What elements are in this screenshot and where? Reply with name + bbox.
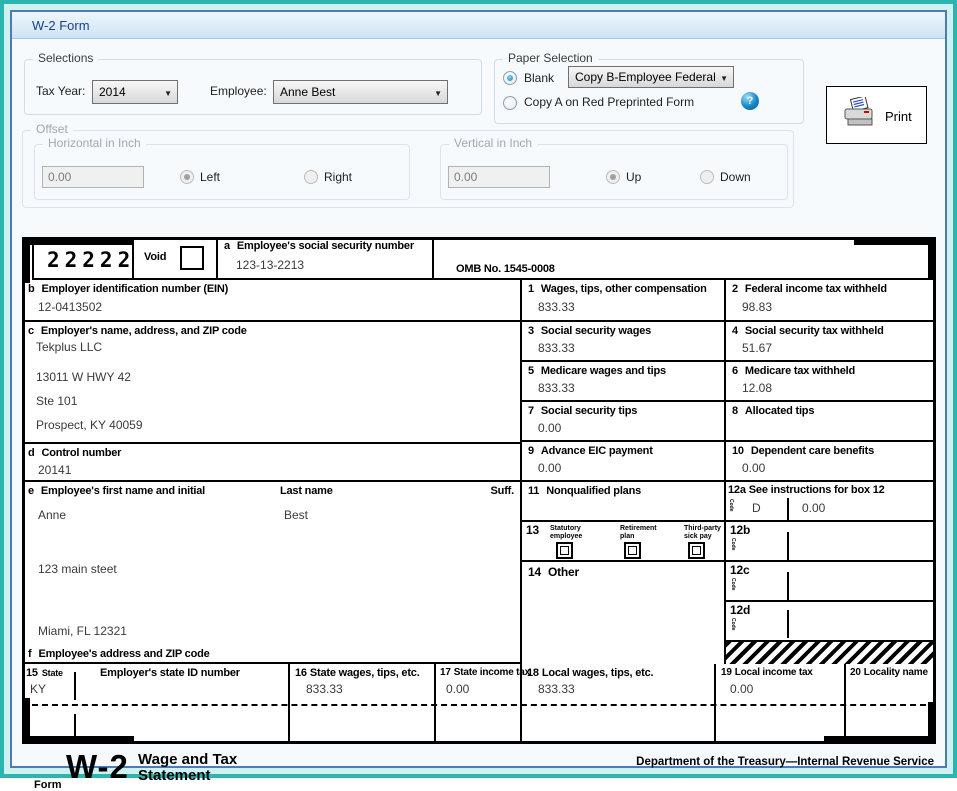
code-label-vertical: Code xyxy=(730,538,736,551)
retirement-plan-checkbox xyxy=(624,542,641,559)
box-f-address-label: f Employee's address and ZIP code xyxy=(22,647,522,664)
last-name-label: Last name xyxy=(280,485,333,497)
copy-type-value: Copy B-Employee Federal xyxy=(575,70,716,84)
red-preprinted-radio-label: Copy A on Red Preprinted Form xyxy=(524,95,694,109)
offset-up-label: Up xyxy=(626,170,641,184)
box-16-state-wages: 16 State wages, tips, etc. 833.33 xyxy=(290,664,436,744)
box-6-medicare-tax: 6 Medicare tax withheld 12.08 xyxy=(726,362,936,402)
selections-legend: Selections xyxy=(33,51,98,65)
blank-radio-label: Blank xyxy=(524,71,554,85)
dialog-content xyxy=(12,40,945,766)
box-c-employer: c Employer's name, address, and ZIP code Tekplus LLC 13011 W HWY 42 Ste 101 Prospect, KY 40059 xyxy=(22,322,522,444)
offset-right-radio[interactable] xyxy=(304,170,318,184)
employee-label: Employee: xyxy=(210,84,267,98)
state-divider xyxy=(74,672,76,700)
box-1-wages: 1 Wages, tips, other compensation 833.33 xyxy=(522,280,726,322)
corner-mark-bottom-left xyxy=(22,736,134,744)
box-e-employee-name: e Employee's first name and initial Last name Suff. Anne Best 123 main steet Miami, FL 12321 xyxy=(22,482,522,647)
employee-value: Anne Best xyxy=(280,85,335,99)
help-glyph: ? xyxy=(747,95,754,107)
hatched-area xyxy=(726,640,936,664)
paper-selection-legend: Paper Selection xyxy=(503,51,598,65)
window-title: W-2 Form xyxy=(32,18,90,33)
box-12a-code: D xyxy=(752,501,761,515)
first-name-value: Anne xyxy=(38,508,66,522)
box-12a: 12a See instructions for box 12 Code D 0.00 xyxy=(726,482,936,522)
tax-year-dropdown[interactable] xyxy=(92,80,178,104)
box-12c-divider xyxy=(787,572,789,600)
box-8-allocated-tips: 8 Allocated tips xyxy=(726,402,936,442)
horizontal-offset-input[interactable]: 0.00 xyxy=(42,166,144,188)
box-3-ss-wages: 3 Social security wages 833.33 xyxy=(522,322,726,362)
code-label-vertical: Code xyxy=(730,618,736,631)
chevron-down-icon: ▼ xyxy=(720,74,728,83)
offset-right-label: Right xyxy=(324,170,352,184)
box-2-federal-tax: 2 Federal income tax withheld 98.83 xyxy=(726,280,936,322)
offset-up-radio[interactable] xyxy=(606,170,620,184)
box-18-local-wages: 18 Local wages, tips, etc. 833.33 xyxy=(522,664,716,744)
tax-year-label: Tax Year: xyxy=(36,84,85,98)
code-label-vertical: Code xyxy=(730,578,736,591)
box-11-nonqualified: 11 Nonqualified plans xyxy=(522,482,726,522)
print-button-label: Print xyxy=(885,109,912,124)
corner-mark-top-left xyxy=(22,237,134,245)
code-label-vertical: Code xyxy=(728,499,734,512)
offset-left-radio[interactable] xyxy=(180,170,194,184)
third-party-sick-pay-checkbox xyxy=(688,542,705,559)
corner-mark-top-left xyxy=(22,237,30,283)
box-12a-value: 0.00 xyxy=(802,501,825,515)
w2-form-window xyxy=(10,10,947,768)
box-20-locality: 20 Locality name xyxy=(846,664,936,744)
box-7-ss-tips: 7 Social security tips 0.00 xyxy=(522,402,726,442)
offset-down-radio[interactable] xyxy=(700,170,714,184)
form-number: W-2 xyxy=(66,748,129,786)
help-globe-icon[interactable] xyxy=(741,92,759,110)
box-12c: 12c Code xyxy=(726,562,936,602)
window-titlebar[interactable] xyxy=(12,12,945,39)
box-19-local-tax: 19 Local income tax 0.00 xyxy=(716,664,846,744)
box-5-medicare-wages: 5 Medicare wages and tips 833.33 xyxy=(522,362,726,402)
offset-legend: Offset xyxy=(31,122,73,136)
employee-city-value: Miami, FL 12321 xyxy=(38,624,127,638)
box-17-state-tax: 17 State income tax 0.00 xyxy=(436,664,522,744)
horizontal-offset-legend: Horizontal in Inch xyxy=(43,136,146,150)
copy-type-dropdown[interactable] xyxy=(568,66,734,88)
corner-mark-top-right xyxy=(854,237,936,245)
box-14-other: 14 Other xyxy=(522,562,726,664)
box-4-ss-tax: 4 Social security tax withheld 51.67 xyxy=(726,322,936,362)
ssn-value: 123-13-2213 xyxy=(236,258,304,272)
last-name-value: Best xyxy=(284,508,308,522)
inner-frame xyxy=(4,4,953,774)
state-row-dashed-divider xyxy=(22,704,936,706)
chevron-down-icon: ▼ xyxy=(434,89,442,98)
void-checkbox xyxy=(180,246,204,270)
box-9-eic: 9 Advance EIC payment 0.00 xyxy=(522,442,726,482)
form-word: Form xyxy=(34,779,62,791)
employee-address-value: 123 main steet xyxy=(38,562,117,576)
form-title: Wage and Tax Statement xyxy=(138,752,237,784)
chevron-down-icon: ▼ xyxy=(164,89,172,98)
statutory-employee-checkbox xyxy=(556,542,573,559)
tax-year-value: 2014 xyxy=(99,85,126,99)
treasury-agency-text: Department of the Treasury—Internal Revenue Service xyxy=(542,756,934,768)
box-b-ein: b Employer identification number (EIN) 12-0413502 xyxy=(22,280,522,322)
box-13-checkboxes: 13 Statutory employee Retirement plan Third-party sick pay xyxy=(522,522,726,562)
void-box xyxy=(134,237,218,280)
box-d-control-number: d Control number 20141 xyxy=(22,444,522,482)
void-label: Void xyxy=(144,251,166,263)
box-12d: 12d Code xyxy=(726,602,936,640)
box-15-state: 15 State KY Employer's state ID number xyxy=(22,664,290,744)
box-12a-divider xyxy=(787,498,789,520)
blank-radio[interactable] xyxy=(503,71,517,85)
vertical-offset-input[interactable]: 0.00 xyxy=(448,166,550,188)
box-12b-divider xyxy=(787,532,789,560)
offset-down-label: Down xyxy=(720,170,751,184)
corner-mark-top-right xyxy=(928,237,936,279)
box-12b: 12b Code xyxy=(726,522,936,562)
w2-preview xyxy=(22,237,936,744)
vertical-offset-legend: Vertical in Inch xyxy=(449,136,537,150)
control-code: 22222 xyxy=(47,248,135,272)
state-value: KY xyxy=(30,682,46,696)
box-12d-divider xyxy=(787,610,789,638)
suffix-label: Suff. xyxy=(491,485,514,497)
employee-dropdown[interactable] xyxy=(273,80,448,104)
red-preprinted-radio[interactable] xyxy=(503,96,517,110)
box-10-dependent-care: 10 Dependent care benefits 0.00 xyxy=(726,442,936,482)
offset-left-label: Left xyxy=(200,170,220,184)
employer-state-id-label: Employer's state ID number xyxy=(100,667,240,679)
corner-mark-bottom-right xyxy=(824,736,936,744)
printer-icon xyxy=(843,97,879,129)
omb-number: OMB No. 1545-0008 xyxy=(456,263,555,275)
box-a-ssn: a Employee's social security number 123-13-2213 xyxy=(218,237,434,280)
print-button[interactable] xyxy=(826,86,927,144)
